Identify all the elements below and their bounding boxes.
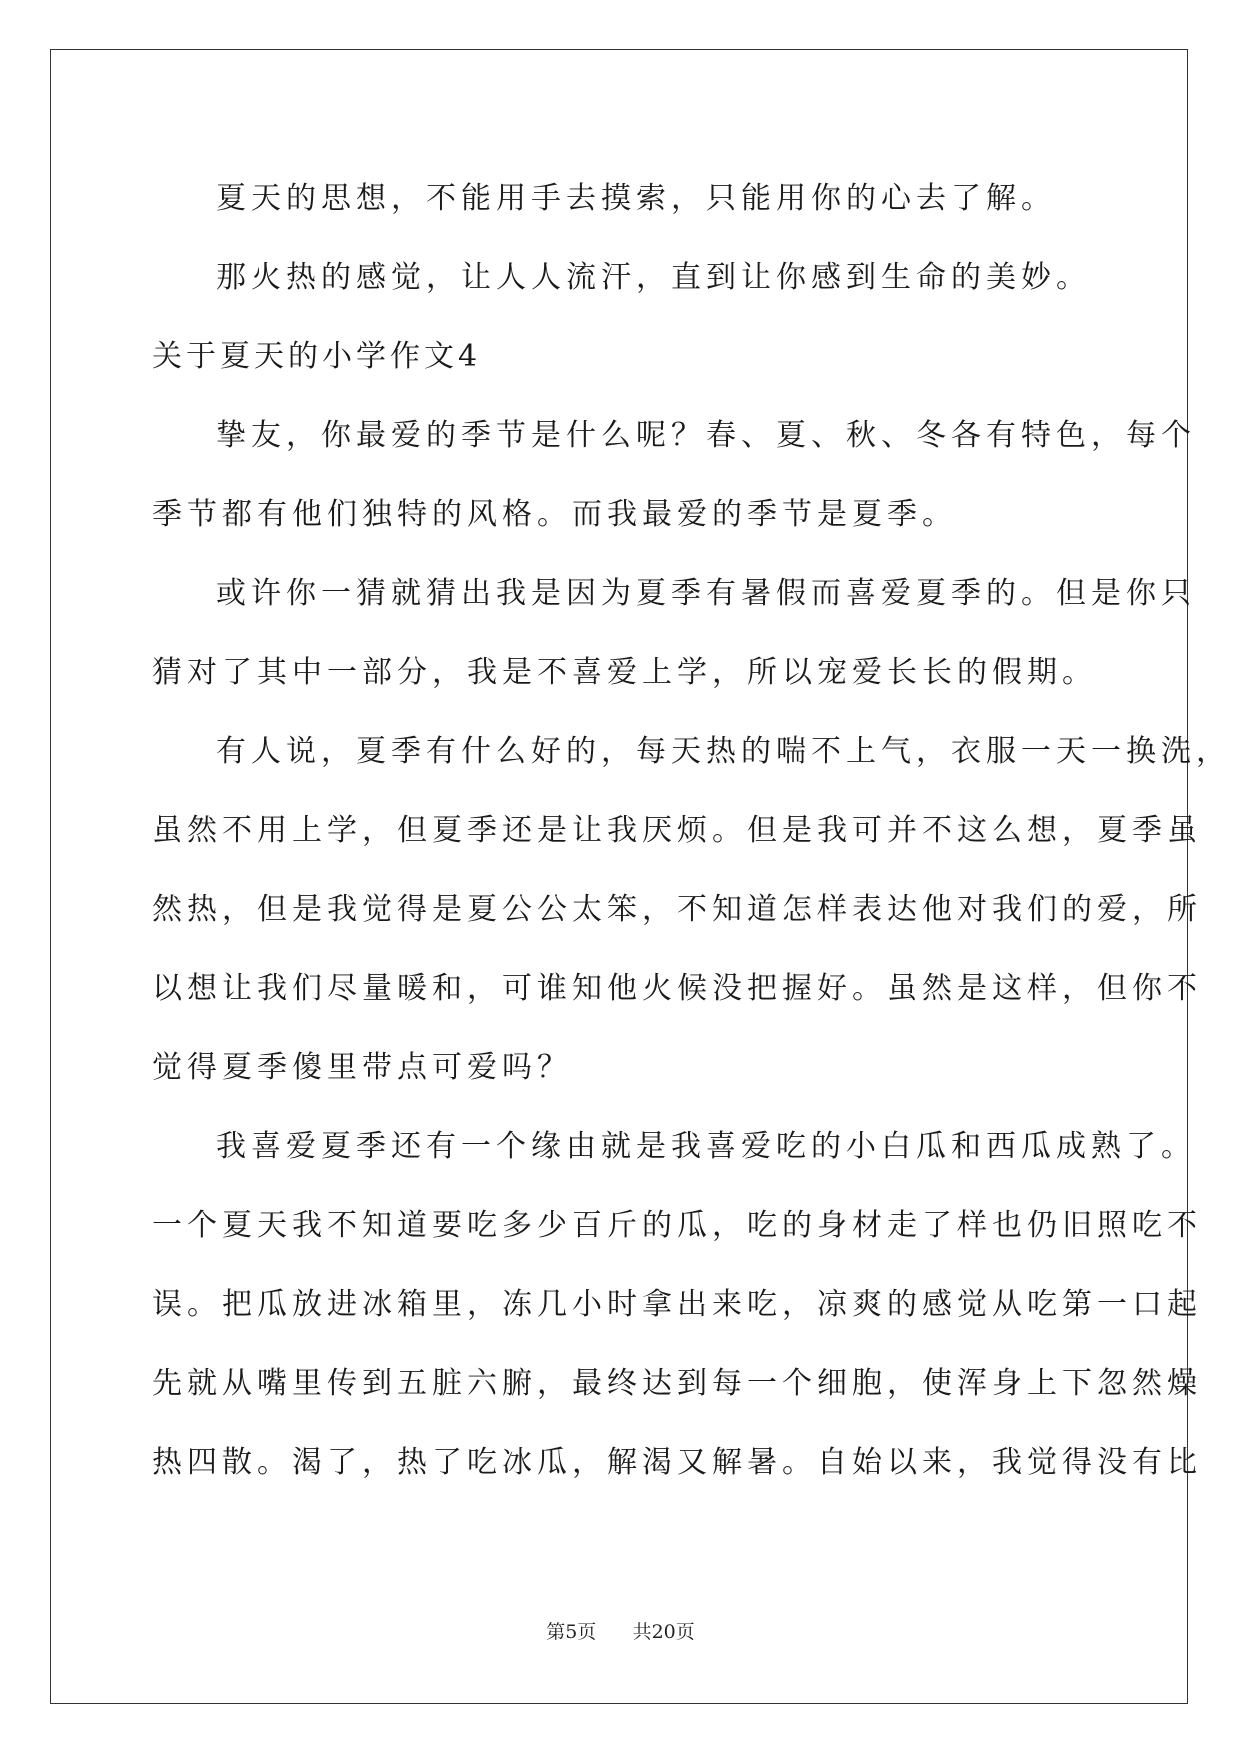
paragraph-line: 猜对了其中一部分，我是不喜爱上学，所以宠爱长长的假期。 [152, 655, 1097, 690]
paragraph-line: 季节都有他们独特的风格。而我最爱的季节是夏季。 [152, 497, 957, 532]
footer-spacer [602, 1621, 626, 1643]
paragraph-line: 觉得夏季傻里带点可爱吗？ [152, 1050, 572, 1085]
paragraph-line: 热四散。渴了，热了吃冰瓜，解渴又解暑。自始以来，我觉得没有比 [152, 1445, 1202, 1480]
paragraph-line: 虽然不用上学，但夏季还是让我厌烦。但是我可并不这么想，夏季虽 [152, 813, 1202, 848]
paragraph-line: 我喜爱夏季还有一个缘由就是我喜爱吃的小白瓜和西瓜成熟了。 [216, 1129, 1196, 1164]
page-total: 共20页 [632, 1621, 695, 1643]
page-footer [0, 1617, 1241, 1644]
paragraph-line: 那火热的感觉，让人人流汗，直到让你感到生命的美妙。 [216, 260, 1091, 295]
document-body [152, 159, 1231, 1502]
paragraph-line: 一个夏天我不知道要吃多少百斤的瓜，吃的身材走了样也仍旧照吃不 [152, 1208, 1202, 1243]
paragraph-line: 以想让我们尽量暖和，可谁知他火候没把握好。虽然是这样，但你不 [152, 971, 1202, 1006]
page-number: 第5页 [546, 1621, 597, 1643]
paragraph-line: 或许你一猜就猜出我是因为夏季有暑假而喜爱夏季的。但是你只 [216, 576, 1196, 611]
paragraph-line: 先就从嘴里传到五脏六腑，最终达到每一个细胞，使浑身上下忽然燥 [152, 1366, 1202, 1401]
paragraph-line: 有人说，夏季有什么好的，每天热的喘不上气，衣服一天一换洗， [216, 734, 1231, 769]
section-title: 关于夏天的小学作文4 [152, 339, 482, 374]
paragraph-line: 然热，但是我觉得是夏公公太笨，不知道怎样表达他对我们的爱，所 [152, 892, 1202, 927]
paragraph-line: 误。把瓜放进冰箱里，冻几小时拿出来吃，凉爽的感觉从吃第一口起 [152, 1287, 1202, 1322]
paragraph-line: 夏天的思想，不能用手去摸索，只能用你的心去了解。 [216, 181, 1056, 216]
paragraph-line: 挚友，你最爱的季节是什么呢？春、夏、秋、冬各有特色，每个 [216, 418, 1196, 453]
